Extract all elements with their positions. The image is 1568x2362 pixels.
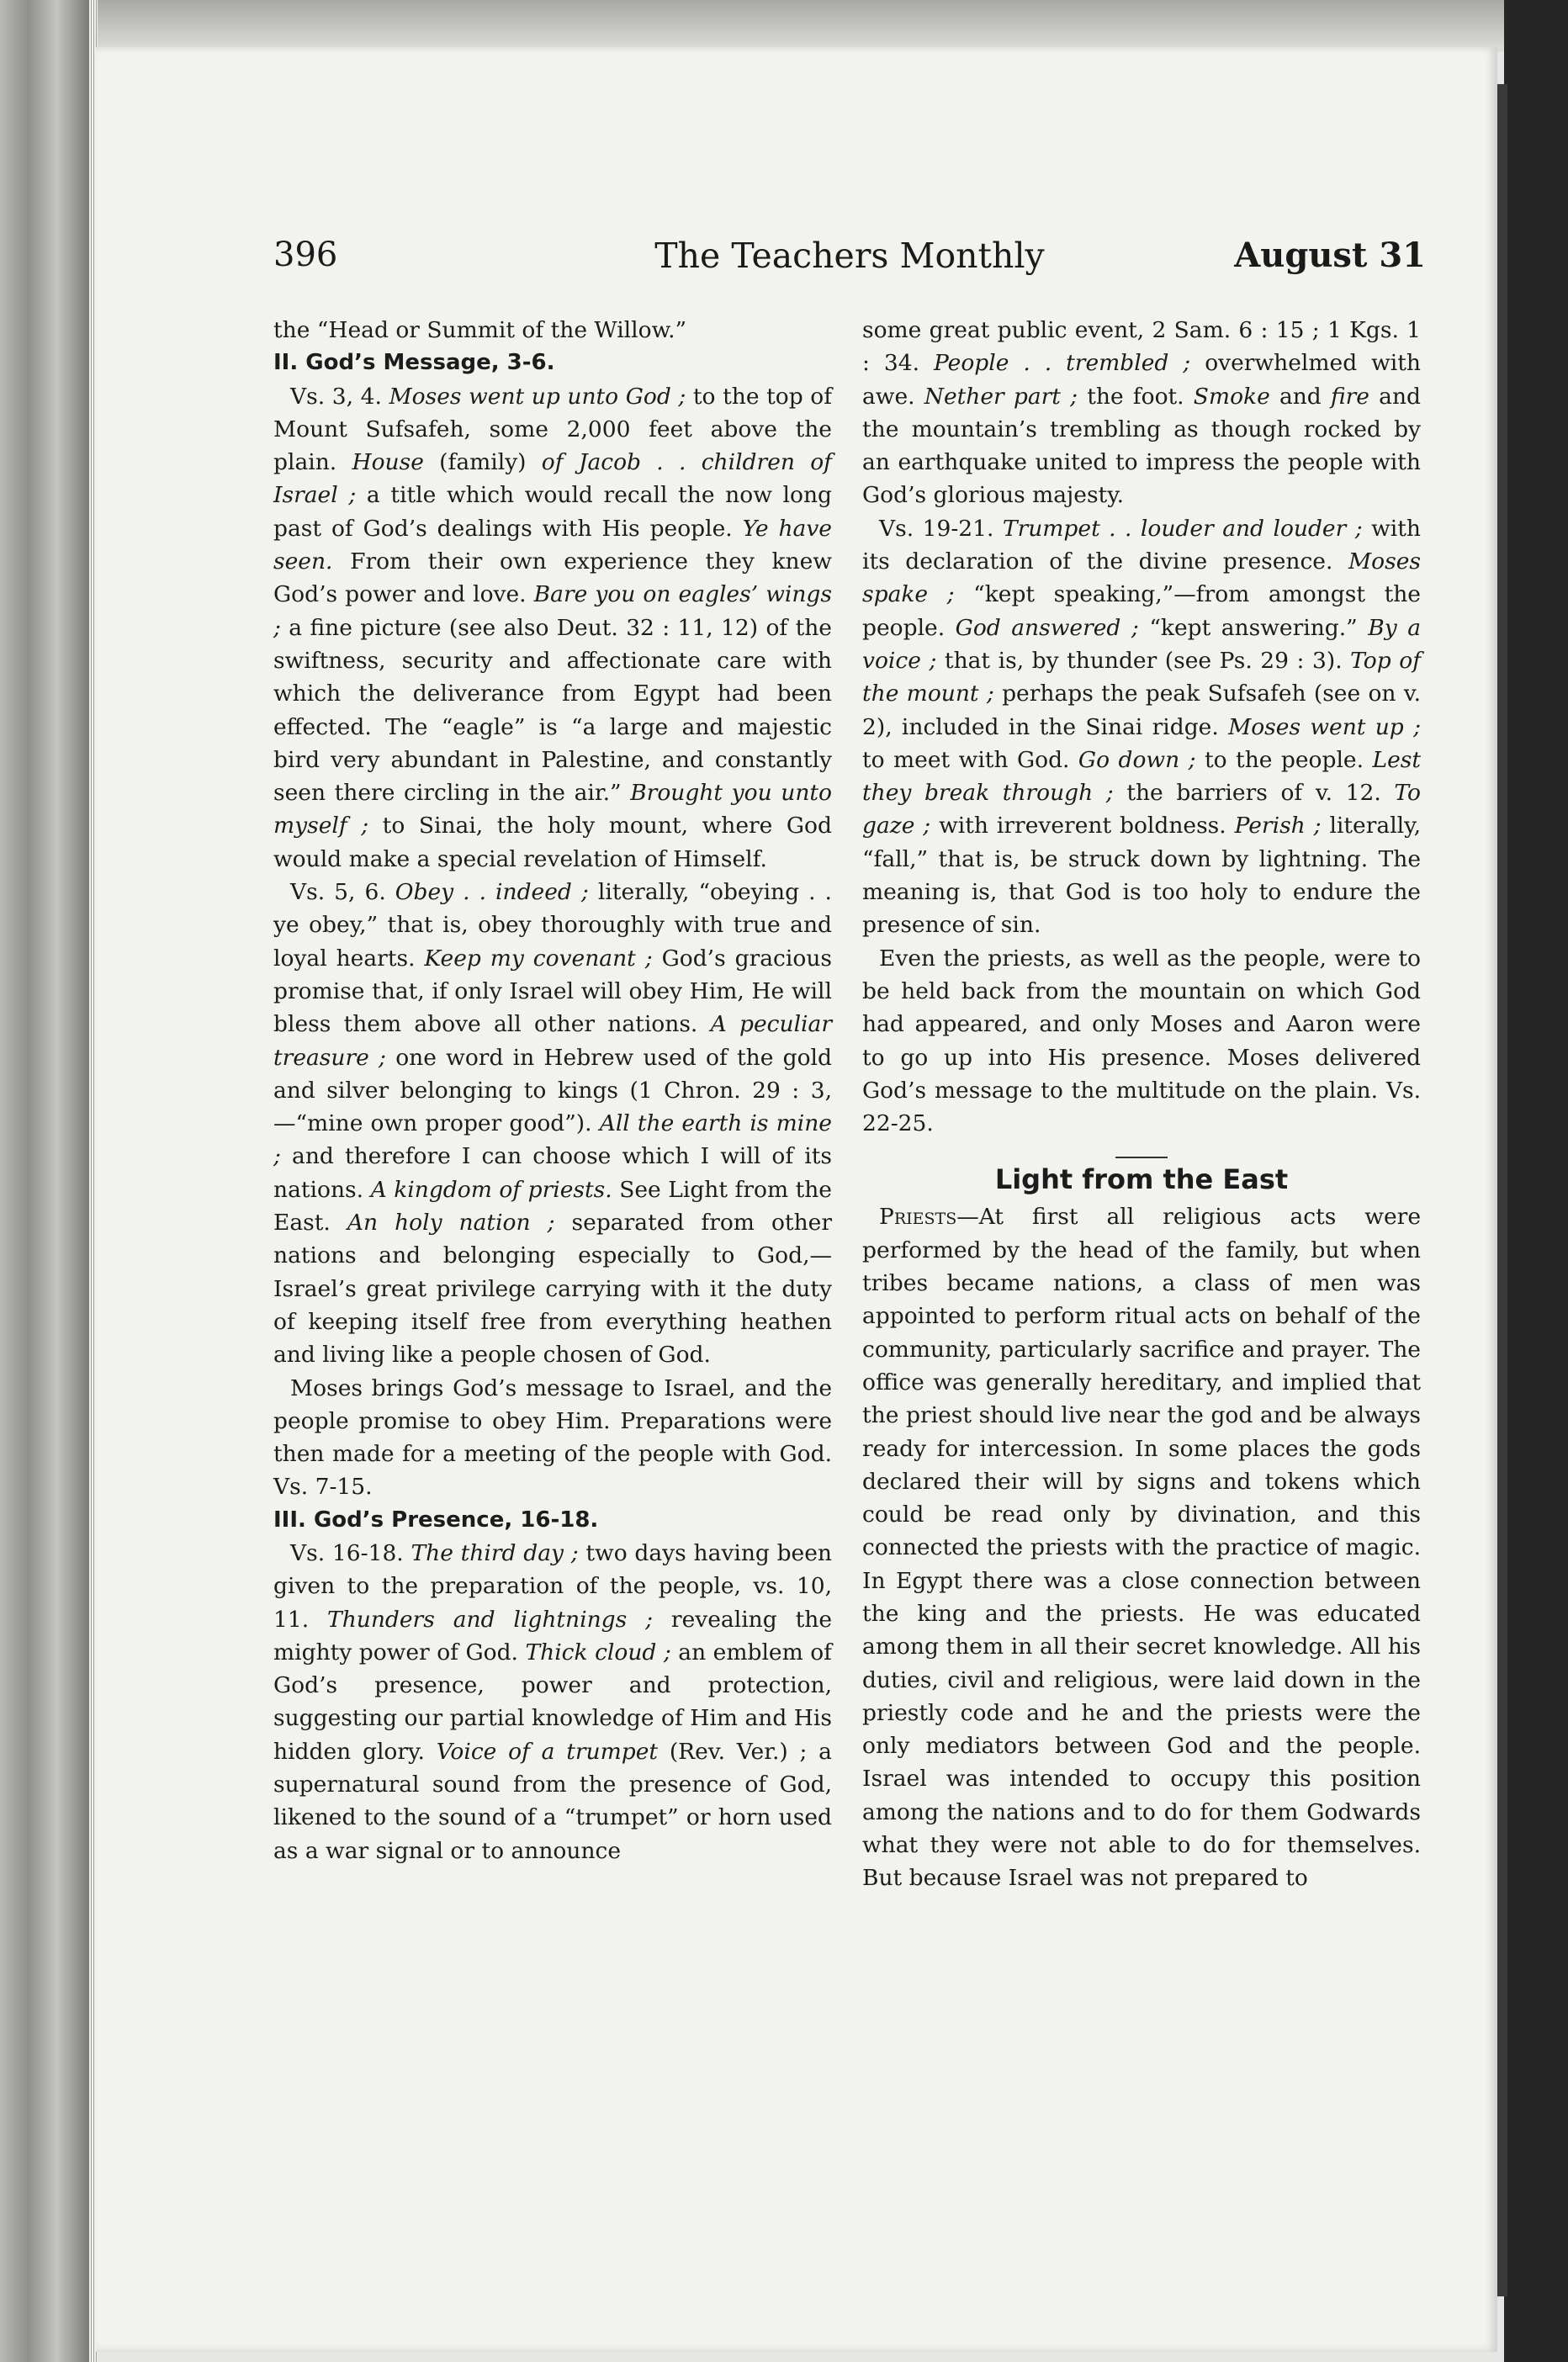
paragraph-priests-held-back: Even the priests, as well as the people, were to be held back from the mountain on which God had appeared, and only Moses and Aaron were to go up into His presence. Moses delivered God’s message to the multitude on the plain. Vs. 22-25. xyxy=(862,945,1421,1137)
issue-date: August 31 xyxy=(1234,236,1426,275)
top-shadow xyxy=(0,0,1568,52)
cover-edge xyxy=(1496,84,1507,2296)
right-column xyxy=(862,314,1421,1895)
paragraph-vs-19-21: Vs. 19-21. Trumpet . . louder and louder ; with its declaration of the divine presence. Moses spake ; “kept speaking,”—from amongst the people. God answered ; “kept answering.” By a voice ; that is, by thunder (see Ps. 29 : 3). Top of the mount ; perhaps the peak Sufsafeh (see on v. 2), included in the Sinai ridge. Moses went up ; to meet with God. Go down ; to the people. Lest they break through ; the barriers of v. 12. To gaze ; with irreverent boldness. Perish ; literally, “fall,” that is, be struck down by lightning. The meaning is, that God is too holy to endure the presence of sin. xyxy=(862,515,1422,939)
paragraph-priests: Priests—At first all religious acts were performed by the head of the family, but when tribes became nations, a class of men was appointed to perform ritual acts on behalf of the community, particularly sacrifice and prayer. The office was generally hereditary, and implied that the priest should live near the god and be always ready for intercession. In some places the gods declared their will by signs and tokens which could be read only by divination, and this connected the priests with the practice of magic. In Egypt there was a close connection between the king and the priests. He was educated among them in all their secret knowledge. All his duties, civil and religious, were laid down in the priestly code and he and the priests were the only mediators between God and the people. Israel was intended to occupy this position among the nations and to do for them Godwards what they were not able to do for themselves. But because Israel was not prepared to xyxy=(862,1204,1421,1892)
paragraph-vs-3-4: Vs. 3, 4. Moses went up unto God ; to the top of Mount Sufsafeh, some 2,000 feet above the plain. House (family) of Jacob . . children of Israel ; a title which would recall the now long past of God’s dealings with His people. Ye have seen. From their own experience they knew God’s power and love. Bare you on eagles’ wings ; a fine picture (see also Deut. 32 : 11, 12) of the swiftness, security and affectionate care with which the deliverance from Egypt had been effected. The “eagle” is “a large and majestic bird very abundant in Palestine, and constantly seen there circling in the air.” Brought you unto myself ; to Sinai, the holy mount, where God would make a special revelation of Himself. xyxy=(273,383,833,872)
section-title-light-from-the-east: Light from the East xyxy=(994,1163,1289,1196)
paragraph-continued: the “Head or Summit of the Willow.” xyxy=(273,317,687,343)
page-header xyxy=(273,236,1426,286)
paragraph-continued-right: some great public event, 2 Sam. 6 : 15 ; 1 Kgs. 1 : 34. People . . trembled ; overwhelmed with awe. Nether part ; the foot. Smoke and fire and the mountain’s trembling as though rocked by an earthquake united to impress the people with God’s glorious majesty. xyxy=(862,317,1421,509)
paragraph-summary: Moses brings God’s message to Israel, and the people promise to obey Him. Preparations were then made for a meeting of the people with God. Vs. 7-15. xyxy=(273,1374,832,1501)
section-heading-gods-message: II. God’s Message, 3-6. xyxy=(273,350,555,376)
paragraph-vs-5-6: Vs. 5, 6. Obey . . indeed ; literally, “obeying . . ye obey,” that is, obey thoroughly with true and loyal hearts. Keep my covenant ; God’s gracious promise that, if only Israel will obey Him, He will bless them above all other nations. A peculiar treasure ; one word in Hebrew used of the gold and silver belonging to kings (1 Chron. 29 : 3,—“mine own proper good”). All the earth is mine ; and therefore I can choose which I will of its nations. A kingdom of priests. See Light from the East. An holy nation ; separated from other nations and belonging especially to God,—Israel’s great privilege carrying with it the duty of keeping itself free from everything heathen and living like a people chosen of God. xyxy=(273,879,832,1369)
lead-word: Priests xyxy=(879,1204,957,1231)
book-spine xyxy=(0,0,94,2362)
running-title: The Teachers Monthly xyxy=(654,236,1045,276)
section-heading-gods-presence: III. God’s Presence, 16-18. xyxy=(273,1507,599,1533)
book-cover xyxy=(1504,0,1568,2362)
left-column xyxy=(273,314,832,1867)
page-number: 396 xyxy=(273,236,338,274)
paragraph-vs-16-18: Vs. 16-18. The third day ; two days having been given to the preparation of the people, vs. 10, 11. Thunders and lightnings ; revealing the mighty power of God. Thick cloud ; an emblem of God’s presence, power and protection, suggesting our partial knowledge of Him and His hidden glory. Voice of a trumpet (Rev. Ver.) ; a supernatural sound from the presence of God, likened to the sound of a “trumpet” or horn used as a war signal or to announce xyxy=(273,1539,832,1864)
